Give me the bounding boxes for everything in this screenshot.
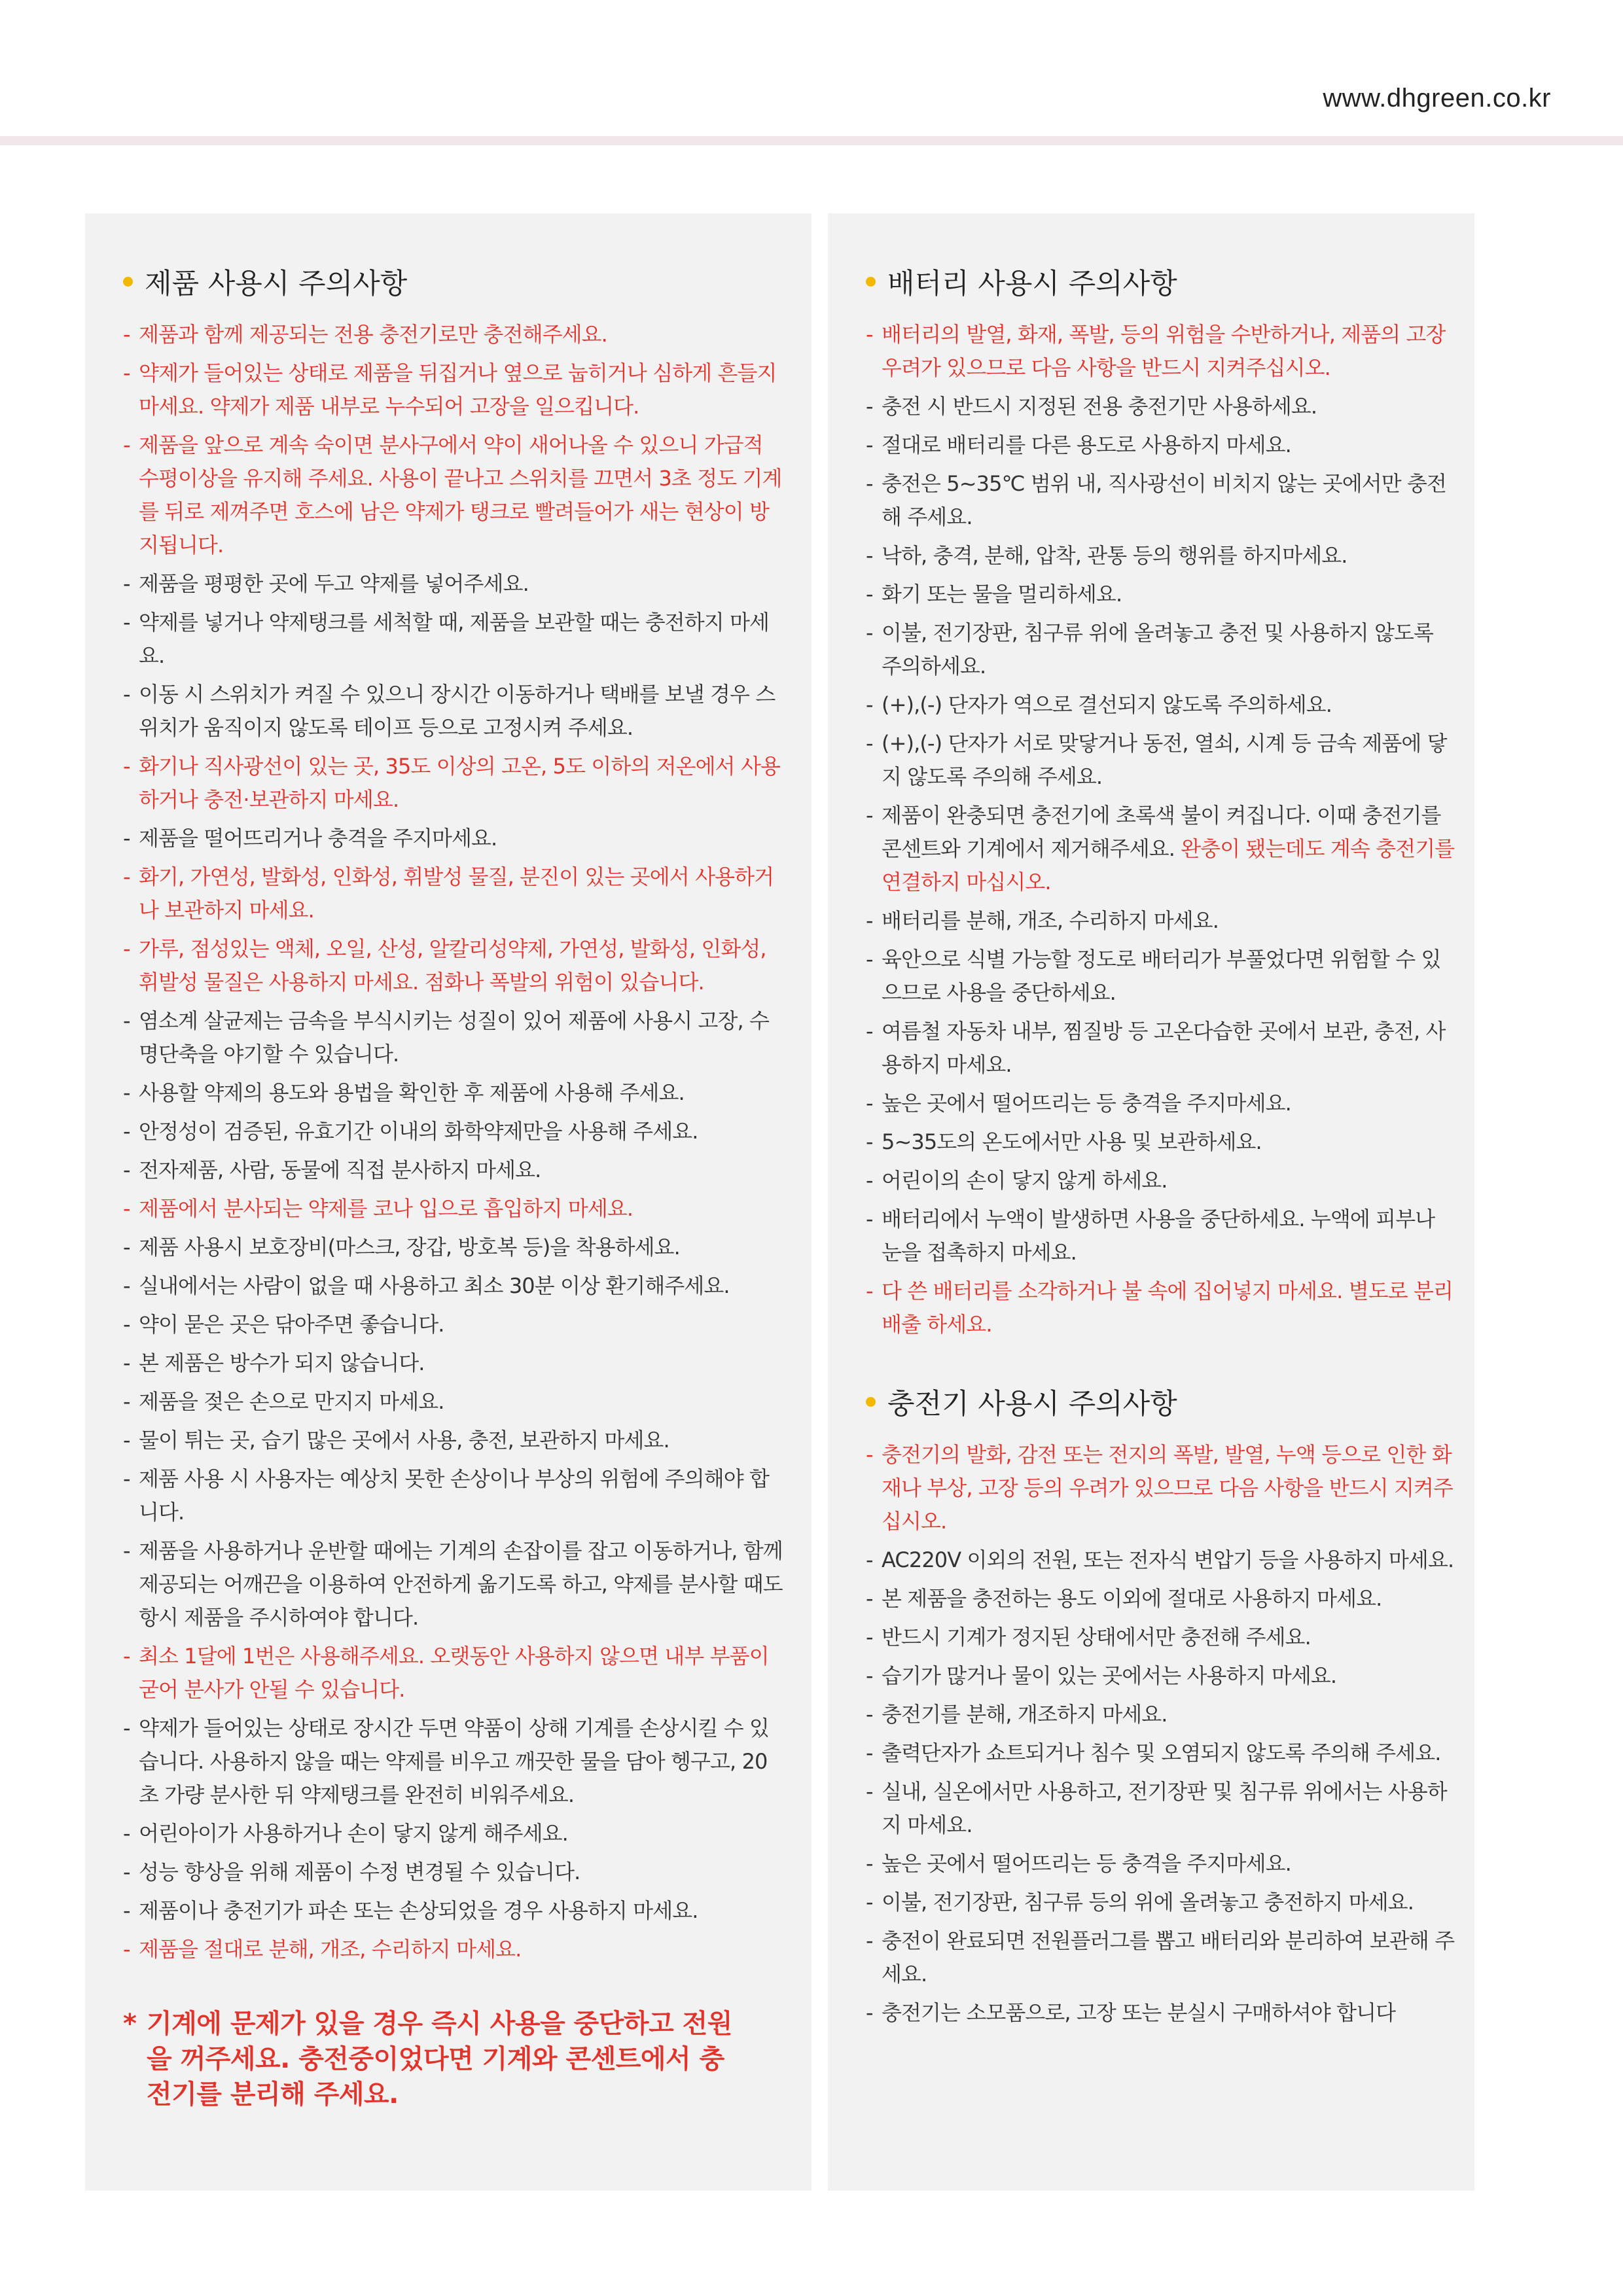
precaution-text: 가루, 점성있는 액체, 오일, 산성, 알칼리성약제, 가연성, 발화성, 인화성, 휘발성 물질은 사용하지 마세요. 점화나 폭발의 위험이 있습니다. bbox=[139, 936, 766, 995]
precaution-item bbox=[866, 1886, 1455, 1919]
precaution-item bbox=[866, 1659, 1455, 1693]
precaution-item bbox=[123, 860, 784, 927]
header-divider bbox=[0, 136, 1623, 145]
precaution-item bbox=[123, 1856, 784, 1889]
precaution-item bbox=[866, 1438, 1455, 1538]
precaution-item bbox=[866, 1015, 1455, 1082]
precaution-item bbox=[866, 467, 1455, 534]
precaution-text: 반드시 기계가 정지된 상태에서만 충전해 주세요. bbox=[882, 1625, 1311, 1650]
product-precautions-section bbox=[123, 258, 784, 1971]
bullet-icon bbox=[866, 277, 876, 287]
precaution-text: 화기, 가연성, 발화성, 인화성, 휘발성 물질, 분진이 있는 곳에서 사용하거나 보관하지 마세요. bbox=[139, 864, 774, 923]
precaution-list bbox=[123, 318, 784, 1966]
precaution-text: 본 제품은 방수가 되지 않습니다. bbox=[139, 1351, 425, 1375]
precaution-item bbox=[123, 932, 784, 999]
precaution-text: 전자제품, 사람, 동물에 직접 분사하지 마세요. bbox=[139, 1157, 541, 1182]
precaution-item bbox=[123, 1712, 784, 1812]
precaution-item bbox=[123, 1424, 784, 1457]
precaution-text: 낙하, 충격, 분해, 압착, 관통 등의 행위를 하지마세요. bbox=[882, 543, 1347, 568]
precaution-item bbox=[866, 799, 1455, 899]
precaution-item bbox=[123, 678, 784, 745]
precaution-text: 여름철 자동차 내부, 찜질방 등 고온다습한 곳에서 보관, 충전, 사용하지 마세요. bbox=[882, 1019, 1446, 1077]
precaution-text: 제품이 완충되면 충전기에 초록색 불이 켜집니다. 이때 충전기를 콘센트와 기계에서 제거해주세요. bbox=[882, 803, 1441, 861]
charger-precautions-section bbox=[866, 1378, 1455, 2035]
bullet-icon bbox=[866, 1397, 876, 1407]
precaution-item bbox=[123, 1076, 784, 1110]
precaution-item bbox=[866, 616, 1455, 683]
precaution-text: 염소계 살균제는 금속을 부식시키는 성질이 있어 제품에 사용시 고장, 수명단축을 야기할 수 있습니다. bbox=[139, 1008, 770, 1067]
precaution-text: 화기나 직사광선이 있는 곳, 35도 이상의 고온, 5도 이하의 저온에서 사용하거나 충전·보관하지 마세요. bbox=[139, 754, 780, 812]
precaution-item bbox=[123, 1462, 784, 1529]
precaution-red-text: 완충이 됐는데도 계속 충전기를 연결하지 마십시오. bbox=[882, 836, 1455, 894]
precaution-text: 충전기의 발화, 감전 또는 전지의 폭발, 발열, 누액 등으로 인한 화재나 부상, 고장 등의 우려가 있으므로 다음 사항을 반드시 지켜주십시오. bbox=[882, 1442, 1454, 1534]
warning-text: 기계에 문제가 있을 경우 즉시 사용을 중단하고 전원을 꺼주세요. 충전중이었다면 기계와 콘센트에서 충전기를 분리해 주세요. bbox=[147, 2009, 732, 2110]
precaution-text: (+),(-) 단자가 서로 맞닿거나 동전, 열쇠, 시계 등 금속 제품에 닿지 않도록 주의해 주세요. bbox=[882, 731, 1447, 789]
precaution-item bbox=[866, 318, 1455, 385]
precaution-item bbox=[866, 1087, 1455, 1120]
precaution-text: 어린아이가 사용하거나 손이 닿지 않게 해주세요. bbox=[139, 1821, 568, 1846]
precaution-text: 최소 1달에 1번은 사용해주세요. 오랫동안 사용하지 않으면 내부 부품이 굳어 분사가 안될 수 있습니다. bbox=[139, 1644, 769, 1702]
precaution-text: 높은 곳에서 떨어뜨리는 등 충격을 주지마세요. bbox=[882, 1851, 1291, 1876]
precaution-text: 성능 향상을 위해 제품이 수정 변경될 수 있습니다. bbox=[139, 1860, 580, 1884]
precaution-text: 충전 시 반드시 지정된 전용 충전기만 사용하세요. bbox=[882, 394, 1317, 419]
precaution-item bbox=[123, 1192, 784, 1226]
section-title-text: 배터리 사용시 주의사항 bbox=[887, 267, 1177, 300]
precaution-text: 실내에서는 사람이 없을 때 사용하고 최소 30분 이상 환기해주세요. bbox=[139, 1273, 730, 1298]
precaution-text: 제품을 사용하거나 운반할 때에는 기계의 손잡이를 잡고 이동하거나, 함께 제공되는 어깨끈을 이용하여 안전하게 옮기도록 하고, 약제를 분사할 때도 항시 제품을 주시하여야 합니다. bbox=[139, 1538, 783, 1630]
section-title-text: 제품 사용시 주의사항 bbox=[145, 267, 408, 300]
section-title bbox=[123, 258, 784, 305]
precaution-text: 화기 또는 물을 멀리하세요. bbox=[882, 582, 1122, 607]
precaution-text: (+),(-) 단자가 역으로 결선되지 않도록 주의하세요. bbox=[882, 692, 1332, 717]
precaution-item bbox=[866, 1582, 1455, 1616]
precaution-text: 약이 묻은 곳은 닦아주면 좋습니다. bbox=[139, 1312, 444, 1337]
precaution-text: 제품을 절대로 분해, 개조, 수리하지 마세요. bbox=[139, 1937, 522, 1962]
precaution-item bbox=[123, 1534, 784, 1634]
precaution-list bbox=[866, 318, 1455, 1341]
precaution-item bbox=[866, 904, 1455, 938]
precaution-text: 안정성이 검증된, 유효기간 이내의 화학약제만을 사용해 주세요. bbox=[139, 1119, 698, 1144]
precaution-item bbox=[866, 578, 1455, 611]
precaution-text: 사용할 약제의 용도와 용법을 확인한 후 제품에 사용해 주세요. bbox=[139, 1080, 685, 1105]
precaution-text: 이불, 전기장판, 침구류 위에 올려놓고 충전 및 사용하지 않도록 주의하세요. bbox=[882, 620, 1434, 679]
precaution-item bbox=[123, 1154, 784, 1187]
precaution-item bbox=[866, 539, 1455, 573]
battery-charger-panel bbox=[828, 213, 1474, 2191]
precaution-item bbox=[123, 606, 784, 673]
precaution-item bbox=[866, 1737, 1455, 1770]
precaution-item bbox=[866, 1775, 1455, 1842]
precaution-text: 제품과 함께 제공되는 전용 충전기로만 충전해주세요. bbox=[139, 322, 607, 347]
precaution-item bbox=[866, 1996, 1455, 2030]
precaution-item bbox=[123, 1115, 784, 1148]
precaution-item bbox=[123, 357, 784, 423]
precaution-item bbox=[866, 1164, 1455, 1197]
precaution-text: 다 쓴 배터리를 소각하거나 불 속에 집어넣지 마세요. 별도로 분리배출 하세요. bbox=[882, 1279, 1454, 1337]
precaution-item bbox=[866, 1847, 1455, 1881]
product-precautions-panel bbox=[85, 213, 812, 2191]
section-title bbox=[866, 1378, 1455, 1425]
precaution-text: 충전기를 분해, 개조하지 마세요. bbox=[882, 1702, 1168, 1727]
precaution-text: 충전기는 소모품으로, 고장 또는 분실시 구매하셔야 합니다 bbox=[882, 2000, 1396, 2025]
precaution-item bbox=[866, 1275, 1455, 1341]
precaution-text: 5~35도의 온도에서만 사용 및 보관하세요. bbox=[882, 1129, 1262, 1154]
precaution-text: 배터리의 발열, 화재, 폭발, 등의 위험을 수반하거나, 제품의 고장 우려가 있으므로 다음 사항을 반드시 지켜주십시오. bbox=[882, 322, 1446, 380]
precaution-item bbox=[866, 1125, 1455, 1159]
precaution-text: 제품을 앞으로 계속 숙이면 분사구에서 약이 새어나올 수 있으니 가급적 수평이상을 유지해 주세요. 사용이 끝나고 스위치를 끄면서 3초 정도 기계를 뒤로 제껴주면 호스에 남은 약제가 탱크로 빨려들어가 새는 현상이 방지됩니다. bbox=[139, 433, 782, 557]
precaution-item bbox=[123, 318, 784, 351]
bullet-icon bbox=[123, 277, 133, 287]
precaution-text: 충전은 5~35℃ 범위 내, 직사광선이 비치지 않는 곳에서만 충전해 주세요. bbox=[882, 471, 1447, 529]
precaution-item bbox=[866, 1203, 1455, 1269]
precaution-text: 이불, 전기장판, 침구류 등의 위에 올려놓고 충전하지 마세요. bbox=[882, 1890, 1414, 1915]
precaution-item bbox=[123, 1894, 784, 1928]
precaution-text: AC220V 이외의 전원, 또는 전자식 변압기 등을 사용하지 마세요. bbox=[882, 1547, 1454, 1572]
precaution-text: 제품이나 충전기가 파손 또는 손상되었을 경우 사용하지 마세요. bbox=[139, 1898, 698, 1923]
precaution-item bbox=[866, 1621, 1455, 1654]
precaution-item bbox=[866, 1924, 1455, 1991]
precaution-item bbox=[123, 1817, 784, 1850]
precaution-text: 이동 시 스위치가 켜질 수 있으니 장시간 이동하거나 택배를 보낼 경우 스위치가 움직이지 않도록 테이프 등으로 고정시켜 주세요. bbox=[139, 682, 776, 740]
precaution-item bbox=[866, 688, 1455, 722]
precaution-text: 습기가 많거나 물이 있는 곳에서는 사용하지 마세요. bbox=[882, 1663, 1337, 1688]
precaution-item bbox=[866, 429, 1455, 462]
precaution-text: 제품에서 분사되는 약제를 코나 입으로 흡입하지 마세요. bbox=[139, 1196, 633, 1221]
precaution-item bbox=[123, 1640, 784, 1706]
section-title bbox=[866, 258, 1455, 305]
precaution-text: 제품을 떨어뜨리거나 충격을 주지마세요. bbox=[139, 826, 497, 851]
precaution-item bbox=[123, 1231, 784, 1264]
precaution-text: 물이 튀는 곳, 습기 많은 곳에서 사용, 충전, 보관하지 마세요. bbox=[139, 1428, 669, 1453]
precaution-item bbox=[123, 822, 784, 855]
precaution-text: 약제가 들어있는 상태로 장시간 두면 약품이 상해 기계를 손상시킬 수 있습니다. 사용하지 않을 때는 약제를 비우고 깨끗한 물을 담아 헹구고, 20초 가량 분사한 뒤 약제탱크를 완전히 비워주세요. bbox=[139, 1716, 770, 1807]
asterisk-icon: * bbox=[123, 2009, 137, 2039]
precaution-item bbox=[123, 429, 784, 562]
precaution-item bbox=[123, 1308, 784, 1341]
precaution-text: 배터리를 분해, 개조, 수리하지 마세요. bbox=[882, 908, 1219, 933]
precaution-text: 약제를 넣거나 약제탱크를 세척할 때, 제품을 보관할 때는 충전하지 마세요. bbox=[139, 610, 770, 668]
precaution-text: 절대로 배터리를 다른 용도로 사용하지 마세요. bbox=[882, 433, 1291, 457]
precaution-item bbox=[123, 1004, 784, 1071]
precaution-item bbox=[866, 390, 1455, 423]
precaution-text: 출력단자가 쇼트되거나 침수 및 오염되지 않도록 주의해 주세요. bbox=[882, 1740, 1441, 1765]
precaution-text: 제품을 평평한 곳에 두고 약제를 넣어주세요. bbox=[139, 571, 529, 596]
precaution-text: 제품을 젖은 손으로 만지지 마세요. bbox=[139, 1389, 444, 1414]
precaution-text: 약제가 들어있는 상태로 제품을 뒤집거나 옆으로 눕히거나 심하게 흔들지 마세요. 약제가 제품 내부로 누수되어 고장을 일으킵니다. bbox=[139, 361, 777, 419]
precaution-item bbox=[123, 1933, 784, 1966]
precaution-text: 배터리에서 누액이 발생하면 사용을 중단하세요. 누액에 피부나 눈을 접촉하지 마세요. bbox=[882, 1207, 1435, 1265]
precaution-item bbox=[123, 1347, 784, 1380]
precaution-item bbox=[866, 727, 1455, 794]
precaution-list bbox=[866, 1438, 1455, 2030]
section-title-text: 충전기 사용시 주의사항 bbox=[887, 1387, 1177, 1421]
stop-use-warning bbox=[123, 2006, 751, 2112]
precaution-text: 제품 사용 시 사용자는 예상치 못한 손상이나 부상의 위험에 주의해야 합니다. bbox=[139, 1466, 770, 1525]
precaution-text: 제품 사용시 보호장비(마스크, 장갑, 방호복 등)을 착용하세요. bbox=[139, 1235, 680, 1260]
precaution-item bbox=[123, 750, 784, 817]
precaution-text: 본 제품을 충전하는 용도 이외에 절대로 사용하지 마세요. bbox=[882, 1586, 1382, 1611]
precaution-text: 실내, 실온에서만 사용하고, 전기장판 및 침구류 위에서는 사용하지 마세요. bbox=[882, 1779, 1447, 1837]
precaution-text: 높은 곳에서 떨어뜨리는 등 충격을 주지마세요. bbox=[882, 1091, 1291, 1116]
precaution-item bbox=[866, 1698, 1455, 1731]
precaution-item bbox=[123, 1385, 784, 1419]
precaution-text: 어린이의 손이 닿지 않게 하세요. bbox=[882, 1168, 1168, 1193]
precaution-item bbox=[866, 943, 1455, 1010]
precaution-item bbox=[866, 1544, 1455, 1577]
precaution-text: 육안으로 식별 가능할 정도로 배터리가 부풀었다면 위험할 수 있으므로 사용을 중단하세요. bbox=[882, 947, 1441, 1005]
precaution-item bbox=[123, 567, 784, 601]
battery-precautions-section bbox=[866, 258, 1455, 1347]
precaution-text: 충전이 완료되면 전원플러그를 뽑고 배터리와 분리하여 보관해 주세요. bbox=[882, 1928, 1455, 1987]
precaution-item bbox=[123, 1269, 784, 1303]
website-url[interactable]: www.dhgreen.co.kr bbox=[1323, 84, 1551, 113]
